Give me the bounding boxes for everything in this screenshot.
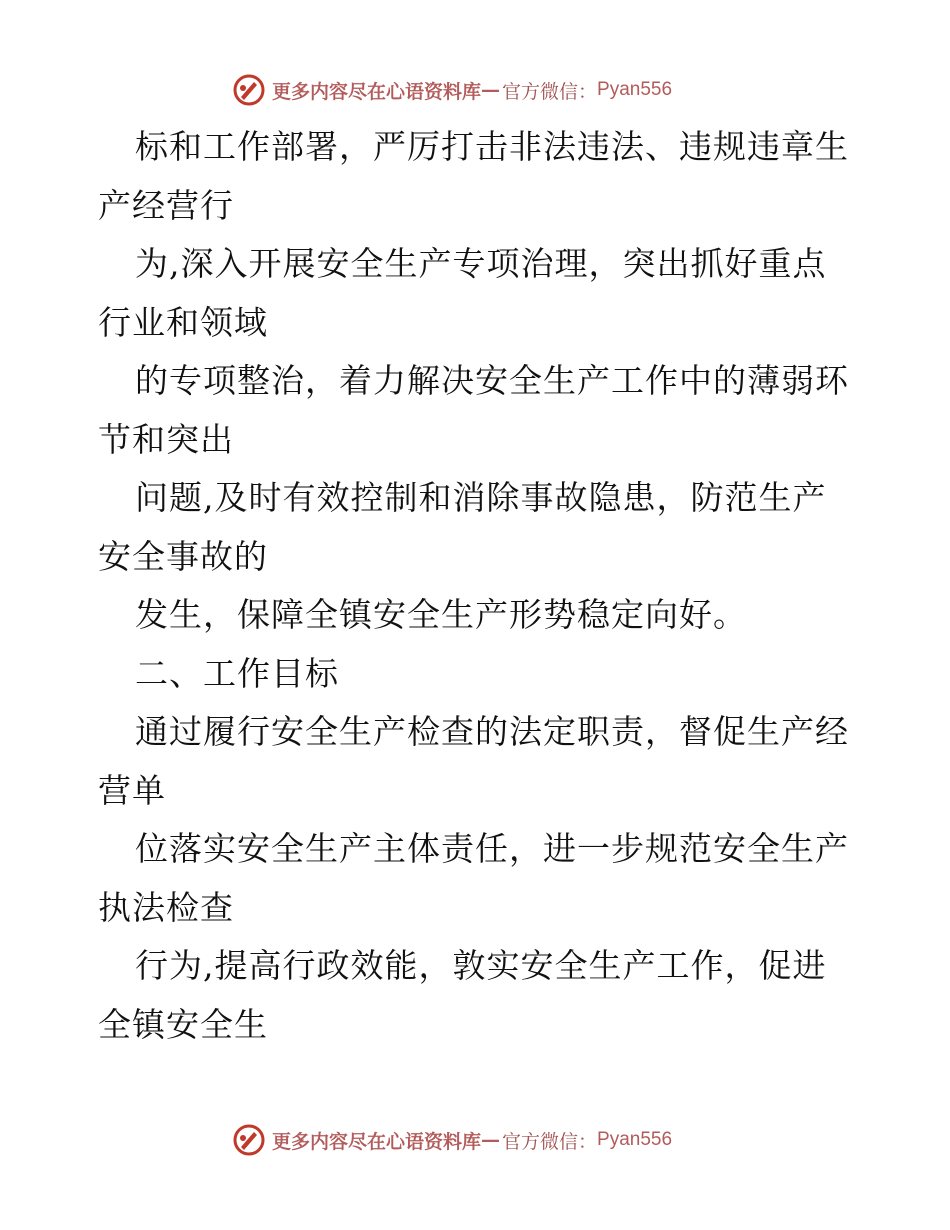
body-line: 营单 <box>98 770 166 810</box>
body-line: 节和突出 <box>98 419 234 459</box>
header-banner <box>232 72 672 108</box>
header-site-text: 更多内容尽在心语资料库 <box>272 80 482 103</box>
body-line: 产经营行 <box>98 185 234 225</box>
header-dash: — <box>481 79 501 101</box>
body-line: 为,深入开展安全生产专项治理，突出抓好重点 <box>135 244 827 283</box>
body-line: 安全事故的 <box>98 536 268 576</box>
logo-icon <box>232 1123 266 1157</box>
body-line: 问题,及时有效控制和消除事故隐患，防范生产 <box>135 478 827 517</box>
body-line: 行为,提高行政效能，敦实安全生产工作，促进 <box>135 946 827 985</box>
header-wechat-label: 官方微信： <box>502 80 598 103</box>
body-line: 标和工作部署，严厉打击非法违法、违规违章生 <box>135 127 849 166</box>
body-line: 执法检查 <box>98 887 234 927</box>
footer-wechat-id: Pyan556 <box>597 1129 673 1150</box>
document-body <box>98 118 858 1054</box>
body-line: 的专项整治，着力解决安全生产工作中的薄弱环 <box>135 361 849 400</box>
body-line: 行业和领域 <box>98 302 268 342</box>
header-wechat-id: Pyan556 <box>597 79 673 100</box>
section-heading: 二、工作目标 <box>135 653 339 693</box>
body-line: 发生，保障全镇安全生产形势稳定向好。 <box>135 595 747 634</box>
body-line: 通过履行安全生产检查的法定职责，督促生产经 <box>135 712 849 751</box>
footer-site-text: 更多内容尽在心语资料库 <box>272 1130 482 1153</box>
footer-banner <box>232 1122 672 1158</box>
body-line: 全镇安全生 <box>98 1004 268 1044</box>
footer-wechat-label: 官方微信： <box>502 1130 598 1153</box>
logo-icon <box>232 73 266 107</box>
footer-dash: — <box>481 1129 501 1151</box>
body-line: 位落实安全生产主体责任，进一步规范安全生产 <box>135 829 849 868</box>
